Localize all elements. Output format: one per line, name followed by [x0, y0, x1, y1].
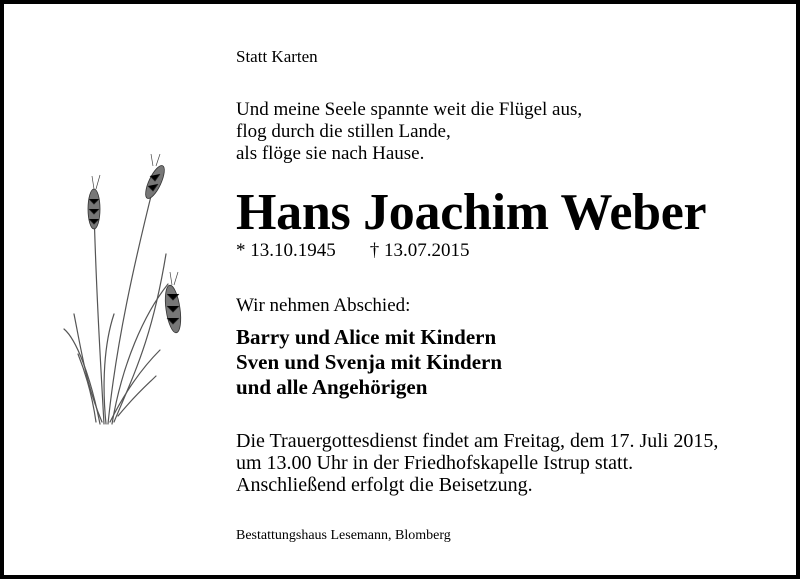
notice-header: Statt Karten	[236, 47, 318, 66]
service-line: Die Trauergottesdienst findet am Freitag, dem 17. Juli 2015,	[236, 430, 719, 452]
service-info	[236, 430, 718, 496]
deceased-name: Hans Joachim Weber	[236, 184, 707, 241]
service-line: Anschließend erfolgt die Beisetzung.	[236, 474, 533, 496]
service-line: um 13.00 Uhr in der Friedhofskapelle Istrup statt.	[236, 452, 634, 474]
farewell-line: Wir nehmen Abschied:	[236, 295, 411, 316]
poem	[236, 99, 582, 165]
mourners-list	[236, 325, 502, 400]
mourner-line: Barry und Alice mit Kindern	[236, 325, 497, 349]
mourner-line: und alle Angehörigen	[236, 375, 428, 399]
death-date: † 13.07.2015	[369, 240, 470, 261]
wheat-icon	[56, 154, 206, 434]
life-dates	[236, 241, 470, 260]
poem-line: flog durch die stillen Lande,	[236, 121, 451, 142]
birth-date: * 13.10.1945	[236, 240, 336, 261]
poem-line: Und meine Seele spannte weit die Flügel aus,	[236, 99, 583, 120]
funeral-home: Bestattungshaus Lesemann, Blomberg	[236, 528, 451, 543]
poem-line: als flöge sie nach Hause.	[236, 143, 425, 164]
mourner-line: Sven und Svenja mit Kindern	[236, 350, 503, 374]
